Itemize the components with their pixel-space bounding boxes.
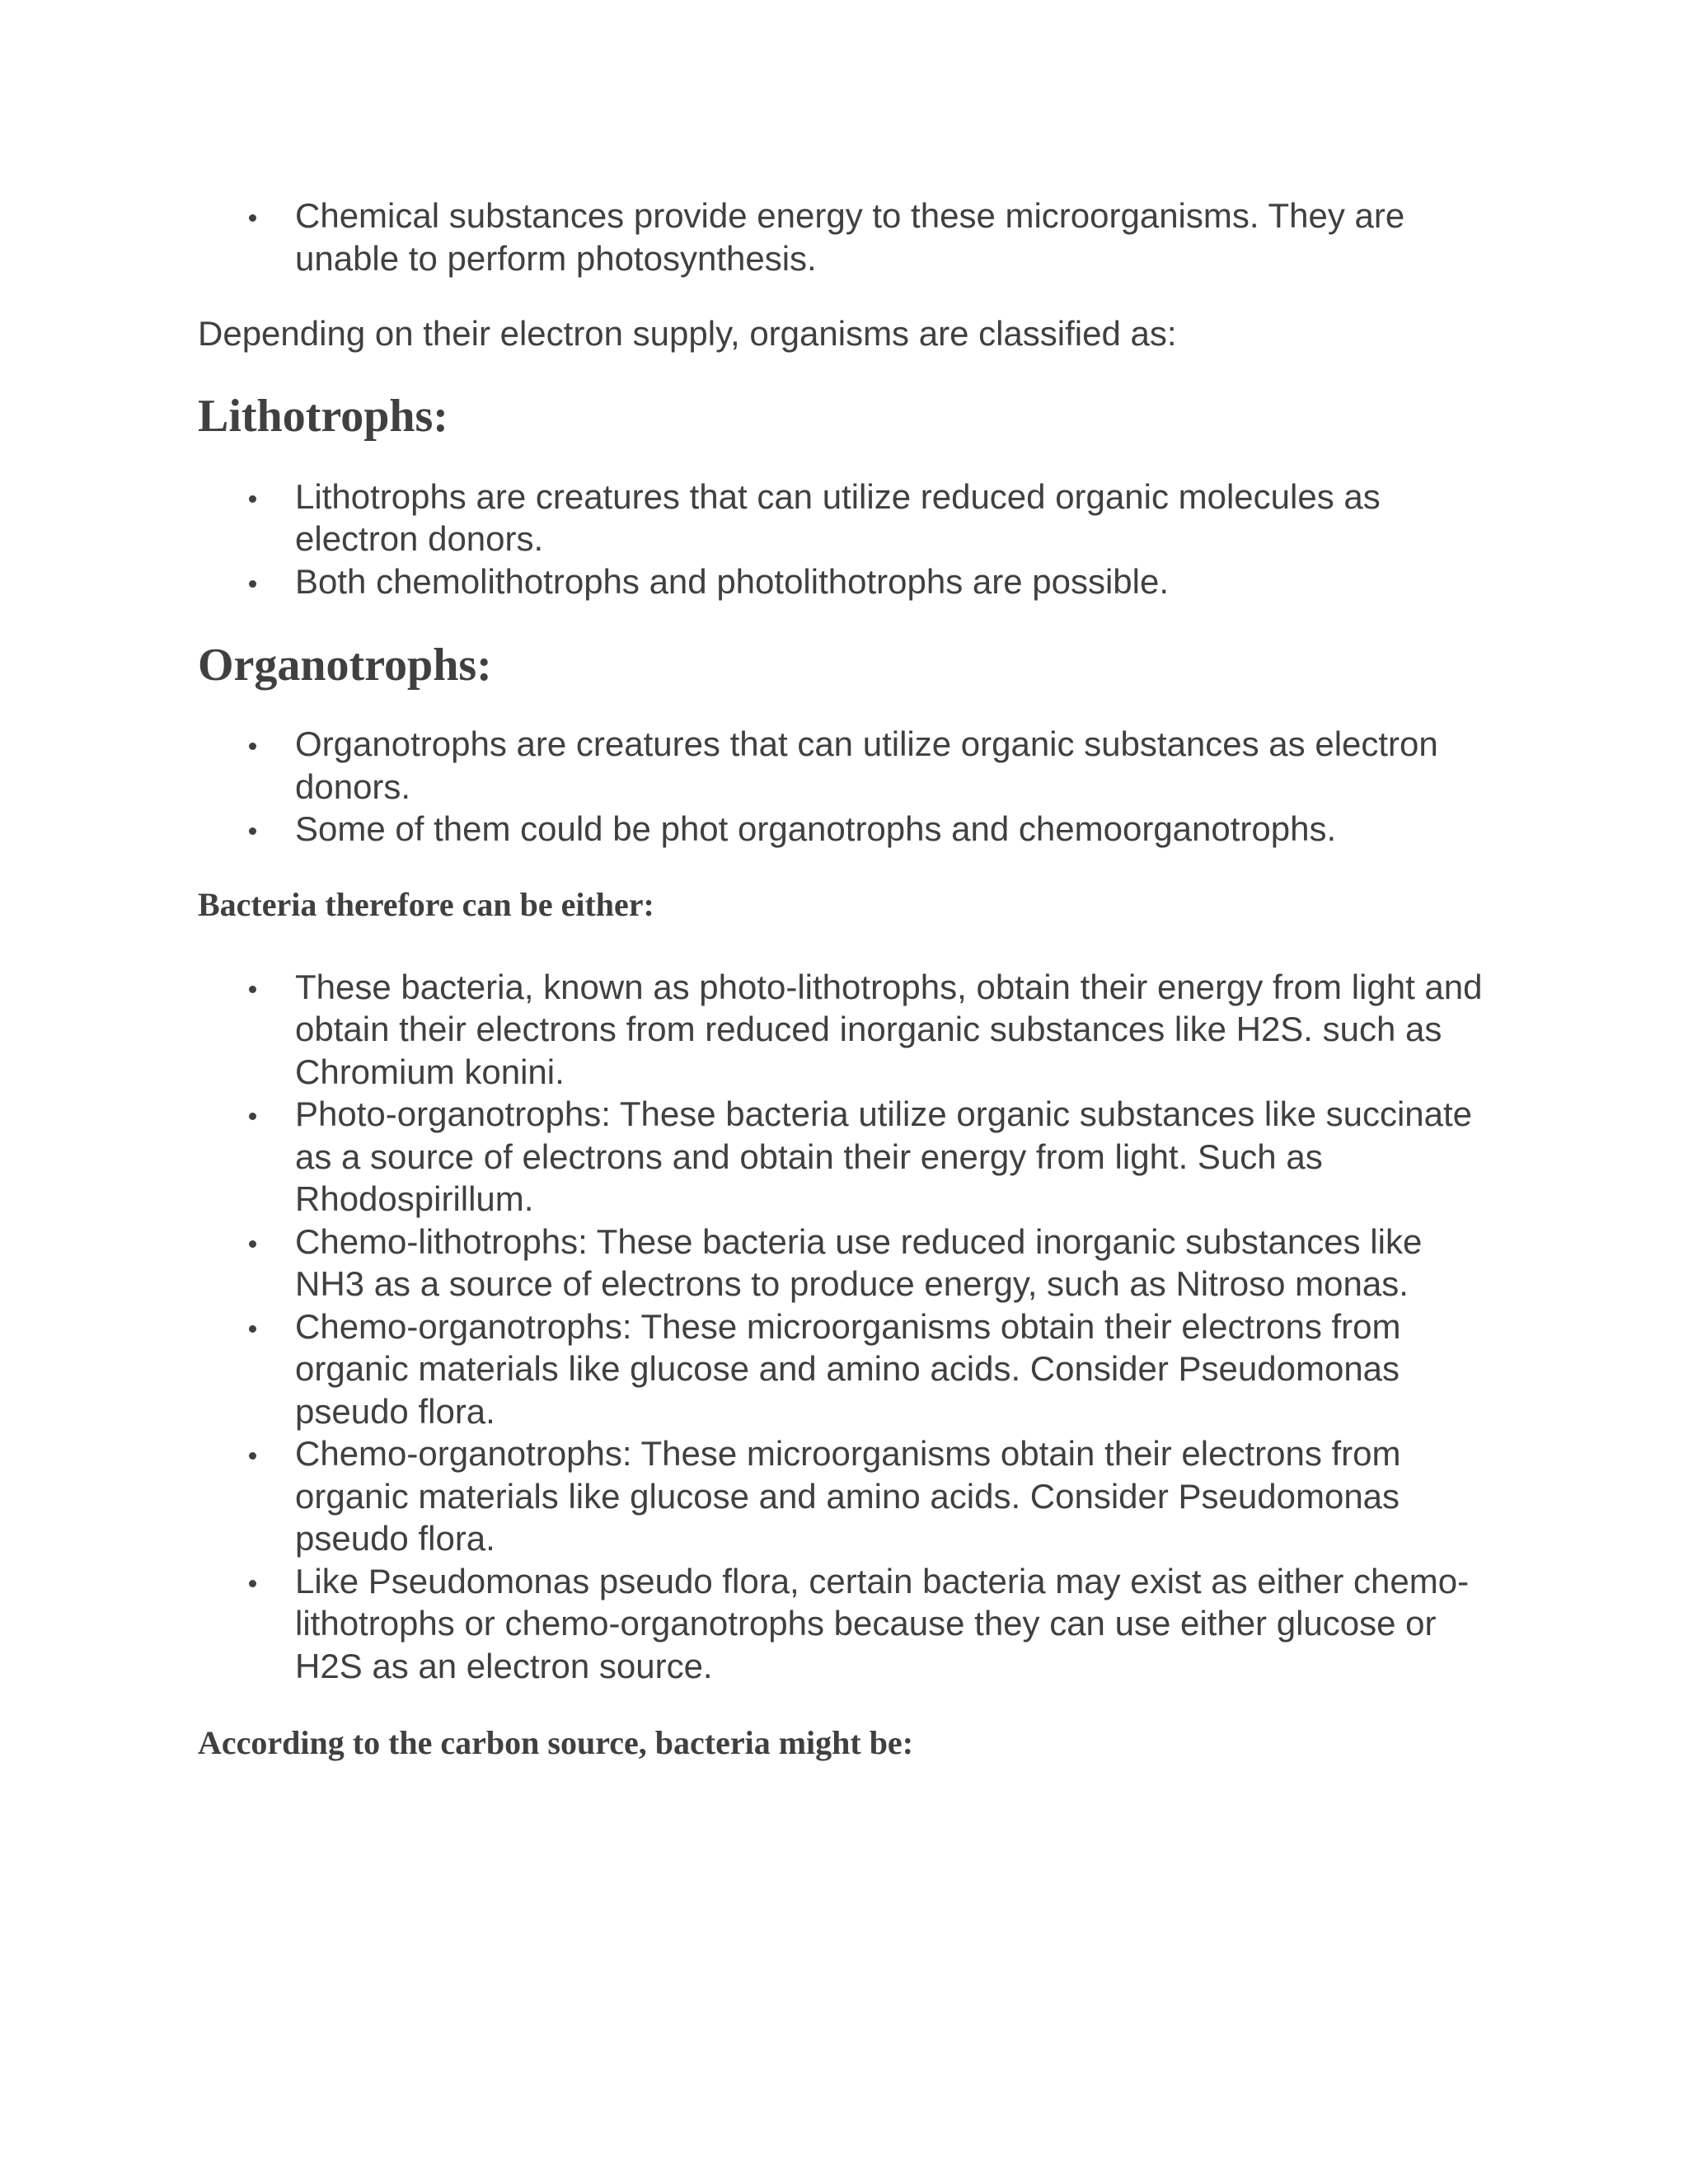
list-item: Chemo-organotrophs: These microorganisms obtain their electrons from organic materials like glucose and amino acids. Consider Pseudomonas pseudo flora. <box>198 1305 1500 1433</box>
classification-intro-text: Depending on their electron supply, organisms are classified as: <box>198 314 1177 353</box>
intro-bullet-list <box>198 194 1500 279</box>
list-item: Chemical substances provide energy to these microorganisms. They are unable to perform photosynthesis. <box>198 194 1500 279</box>
list-item: Like Pseudomonas pseudo flora, certain bacteria may exist as either chemo-lithotrophs or chemo-organotrophs because they can use either glucose or H2S as an electron source. <box>198 1560 1500 1688</box>
list-item: Lithotrophs are creatures that can utilize reduced organic molecules as electron donors. <box>198 476 1500 560</box>
list-item: These bacteria, known as photo-lithotrophs, obtain their energy from light and obtain their electrons from reduced inorganic substances like H2S. such as Chromium konini. <box>198 966 1500 1094</box>
organotrophs-bullet-list <box>198 723 1500 851</box>
bacteria-bullet-list <box>198 966 1500 1688</box>
list-item: Both chemolithotrophs and photolithotrophs are possible. <box>198 560 1500 603</box>
carbon-source-heading: According to the carbon source, bacteria might be: <box>198 1724 914 1761</box>
list-item: Chemo-organotrophs: These microorganisms obtain their electrons from organic materials like glucose and amino acids. Consider Pseudomonas pseudo flora. <box>198 1432 1500 1560</box>
lithotrophs-bullet-list <box>198 476 1500 603</box>
list-item: Chemo-lithotrophs: These bacteria use reduced inorganic substances like NH3 as a source of electrons to produce energy, such as Nitroso monas. <box>198 1221 1500 1305</box>
organotrophs-heading: Organotrophs: <box>198 640 492 691</box>
bacteria-heading: Bacteria therefore can be either: <box>198 885 654 923</box>
list-item: Some of them could be phot organotrophs and chemoorganotrophs. <box>198 808 1500 851</box>
list-item: Organotrophs are creatures that can utilize organic substances as electron donors. <box>198 723 1500 808</box>
document-page <box>198 194 1500 1763</box>
list-item: Photo-organotrophs: These bacteria utilize organic substances like succinate as a source of electrons and obtain their energy from light. Such as Rhodospirillum. <box>198 1093 1500 1221</box>
lithotrophs-heading: Lithotrophs: <box>198 390 448 442</box>
